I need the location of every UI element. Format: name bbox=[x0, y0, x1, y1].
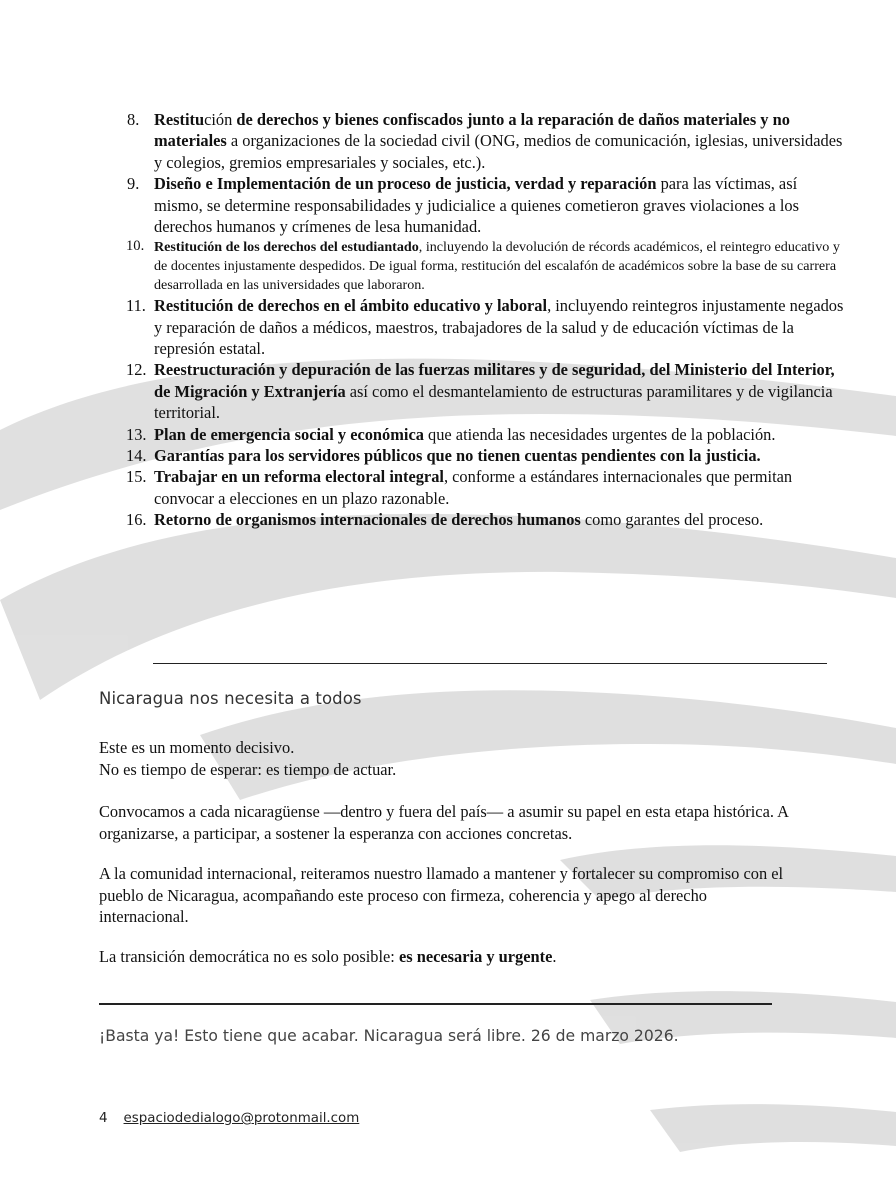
closing-divider bbox=[99, 1003, 772, 1005]
page-footer bbox=[99, 1111, 359, 1126]
list-item-text: que atienda las necesidades urgentes de la población. bbox=[423, 424, 776, 444]
list-item bbox=[128, 359, 848, 423]
section-heading: Nicaragua nos necesita a todos bbox=[99, 689, 362, 708]
list-item-text: a organizaciones de la sociedad civil (ONG, medios de comunicación, iglesias, universidades y colegios, gremios empresariales y sociales, etc.). bbox=[154, 131, 843, 172]
paragraph-call-to-nicaraguans: Convocamos a cada nicaragüense —dentro y fuera del país— a asumir su papel en esta etapa histórica. A organizarse, a participar, a sostener la esperanza con acciones concretas. bbox=[99, 802, 789, 843]
list-item-number: 9. bbox=[127, 174, 140, 194]
list-item-text: para las víctimas, así mismo, se determine responsabilidades y judicialice a quienes cometieron graves violaciones a los derechos humanos y crímenes de lesa humanidad. bbox=[154, 174, 799, 237]
paragraph-line: No es tiempo de esperar: es tiempo de actuar. bbox=[99, 759, 397, 779]
list-item-text: como garantes del proceso. bbox=[580, 510, 764, 530]
list-item-bold-text: Plan de emergencia social y económica bbox=[154, 424, 424, 444]
paragraph-text: La transición democrática no es solo posible: bbox=[99, 947, 399, 966]
list-item-bold-text: Garantías para los servidores públicos que no tienen cuentas pendientes con la justicia. bbox=[154, 446, 761, 466]
list-item-number: 12. bbox=[126, 360, 147, 380]
list-item bbox=[128, 295, 848, 359]
demands-list bbox=[128, 109, 848, 531]
page-number: 4 bbox=[99, 1111, 108, 1126]
list-item-text: así como el desmantelamiento de estructuras paramilitares y de vigilancia territorial. bbox=[154, 381, 833, 423]
list-item-number: 8. bbox=[127, 110, 140, 129]
list-item-number: 16. bbox=[126, 510, 147, 530]
list-item-number: 13. bbox=[126, 424, 147, 444]
list-item-number: 11. bbox=[126, 296, 146, 316]
list-item-number: 14. bbox=[126, 446, 147, 466]
footer-email-link[interactable]: espaciodedialogo@protonmail.com bbox=[123, 1111, 360, 1126]
list-item bbox=[128, 109, 848, 173]
list-item-text: , incluyendo la devolución de récords académicos, el reintegro educativo y de docentes injustamente despedidos. De igual forma, restitución del escalafón de académicos sobre la base de su carrera desarrollada en las universidades que laboraron. bbox=[154, 239, 840, 293]
list-item-text: , conforme a estándares internacionales que permitan convocar a elecciones en un plazo razonable. bbox=[154, 467, 793, 508]
paragraph-democratic-transition bbox=[99, 946, 799, 968]
list-item bbox=[128, 424, 848, 445]
paragraph-international-community: A la comunidad internacional, reiteramos nuestro llamado a mantener y fortalecer su compromiso con el pueblo de Nicaragua, acompañando este proceso con firmeza, coherencia y apego al derecho internacional. bbox=[99, 864, 784, 927]
list-item-bold-text: Restitución de los derechos del estudiantado bbox=[154, 239, 419, 256]
list-item bbox=[128, 509, 848, 530]
list-item-bold-text: Restitución de derechos en el ámbito educativo y laboral bbox=[154, 296, 548, 316]
paragraph-line: Este es un momento decisivo. bbox=[99, 738, 295, 757]
list-item-bold-text: Trabajar en un reforma electoral integral bbox=[154, 467, 444, 487]
list-item bbox=[128, 237, 848, 295]
closing-statement: ¡Basta ya! Esto tiene que acabar. Nicaragua será libre. 26 de marzo 2026. bbox=[99, 1027, 679, 1045]
list-item bbox=[128, 445, 848, 466]
list-item-number: 15. bbox=[126, 467, 147, 487]
paragraph-period: . bbox=[552, 947, 557, 966]
list-item-text: , incluyendo reintegros injustamente negados y reparación de daños a médicos, maestros, trabajadores de la salud y de educación víctimas de la represión estatal. bbox=[154, 296, 844, 359]
list-item-number: 10. bbox=[126, 238, 145, 255]
list-item-bold-text: de derechos y bienes confiscados junto a la reparación de daños materiales y no materiales bbox=[154, 110, 790, 151]
paragraph-decisive-moment bbox=[99, 737, 799, 780]
list-item bbox=[128, 173, 848, 237]
list-item-text: ción bbox=[204, 110, 237, 129]
list-item-bold-text: Retorno de organismos internacionales de derechos humanos bbox=[154, 510, 581, 530]
list-item-bold-text: Reestructuración y depuración de las fuerzas militares y de seguridad, del Ministerio del Interior, de Migración y Extranjería bbox=[154, 360, 835, 401]
list-item-bold-text: Diseño e Implementación de un proceso de justicia, verdad y reparación bbox=[154, 174, 657, 194]
list-item bbox=[128, 466, 848, 509]
paragraph-emphasis: es necesaria y urgente bbox=[398, 947, 553, 966]
list-divider bbox=[153, 663, 827, 664]
list-item-bold-text: Restitu bbox=[154, 110, 205, 129]
